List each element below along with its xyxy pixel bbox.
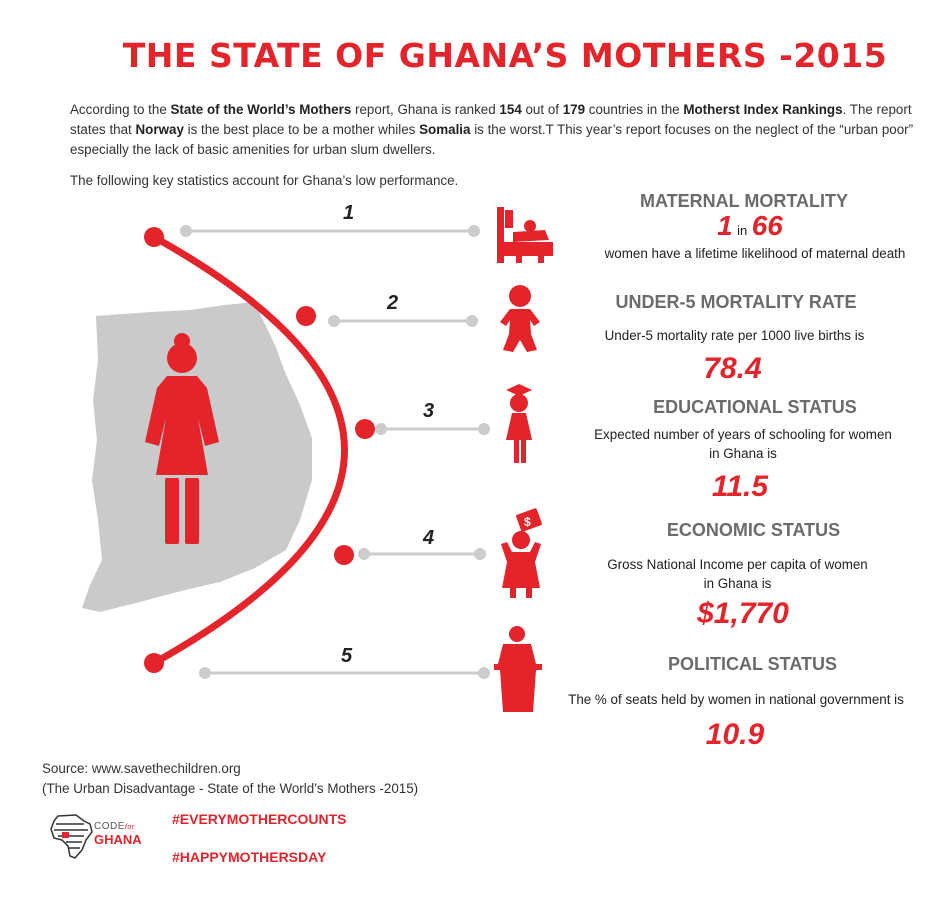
stat-4-text-line-1: Gross National Income per capita of women xyxy=(607,557,868,572)
ratio-value-a: 1 xyxy=(717,210,733,241)
logo-text-code xyxy=(94,821,135,832)
stat-number-4: 4 xyxy=(423,527,435,549)
intro-highlight: Motherst Index Rankings xyxy=(683,102,843,117)
intro-subtext: The following key statistics account for Ghana’s low performance. xyxy=(70,173,459,188)
code-for-ghana-logo xyxy=(48,812,96,862)
ratio-in: in xyxy=(737,223,748,238)
graduate-girl-icon xyxy=(506,384,532,463)
stat-5-heading: POLITICAL STATUS xyxy=(668,654,837,674)
intro-text: report, Ghana is ranked xyxy=(351,102,500,117)
stat-3-text-line-1: Expected number of years of schooling for women xyxy=(594,427,892,442)
maternal-ratio xyxy=(700,210,800,245)
source-line-2: (The Urban Disadvantage - State of the World’s Mothers -2015) xyxy=(42,781,419,796)
stat-3-value: 11.5 xyxy=(711,470,769,503)
stat-1-heading: MATERNAL MORTALITY xyxy=(640,191,848,211)
hospital-bed-icon xyxy=(497,207,553,263)
ratio-value-b: 66 xyxy=(751,210,783,241)
stat-4-heading: ECONOMIC STATUS xyxy=(666,520,841,540)
stat-1-text: women have a lifetime likelihood of maternal death xyxy=(604,246,906,261)
intro-highlight: 154 xyxy=(499,102,522,117)
stat-2-heading: UNDER-5 MORTALITY RATE xyxy=(615,292,857,312)
page-title: THE STATE OF GHANA’S MOTHERS -2015 xyxy=(122,36,888,75)
connector-dot-1-start xyxy=(180,225,192,237)
logo-code: CODE xyxy=(94,821,125,832)
stat-5-value: 10.9 xyxy=(705,718,765,751)
logo-text-ghana: GHANA xyxy=(94,832,142,847)
intro-text: . The report states that xyxy=(70,102,912,137)
connector-dot-1-end xyxy=(468,225,480,237)
connector-dot-5-start xyxy=(199,667,211,679)
intro-text: countries in the xyxy=(585,102,684,117)
connector-dot-3-end xyxy=(478,423,490,435)
connector-dot-5-end xyxy=(478,667,490,679)
intro-text: out of xyxy=(521,102,563,117)
connector-dot-3-start xyxy=(375,423,387,435)
connector-dot-4-start xyxy=(358,548,370,560)
hashtag-happy-mothers-day: #HAPPYMOTHERSDAY xyxy=(172,849,327,865)
intro-text: is the worst.T This year’s report focuses on the neglect of the “urban poor” especially the lack of basic amenities for urban slum dwellers. xyxy=(70,122,914,157)
stat-4-text xyxy=(590,555,885,593)
stat-2-value: 78.4 xyxy=(703,352,762,385)
intro-highlight: Somalia xyxy=(419,122,471,137)
hashtag-every-mother-counts: #EVERYMOTHERCOUNTS xyxy=(172,811,347,827)
stat-5-text: The % of seats held by women in national government is xyxy=(568,692,904,707)
stat-3-heading: EDUCATIONAL STATUS xyxy=(653,397,857,417)
stat-number-2: 2 xyxy=(387,292,399,314)
connector-dot-2-end xyxy=(466,315,478,327)
connector-dot-2-start xyxy=(328,315,340,327)
woman-with-money-icon xyxy=(501,508,542,598)
intro-text: According to the xyxy=(70,102,171,117)
logo-for: for xyxy=(124,824,135,831)
stat-2-text: Under-5 mortality rate per 1000 live births is xyxy=(604,328,865,343)
baby-icon xyxy=(500,285,540,352)
stat-number-1: 1 xyxy=(343,202,355,224)
source-citation xyxy=(42,759,418,799)
intro-highlight: Norway xyxy=(135,122,184,137)
arc-node-5 xyxy=(144,653,164,673)
stat-3-text xyxy=(582,425,904,463)
stat-4-text-line-2: in Ghana is xyxy=(703,576,772,591)
connector-dot-4-end xyxy=(474,548,486,560)
intro-highlight: 179 xyxy=(562,102,586,117)
intro-text: is the best place to be a mother whiles xyxy=(183,122,420,137)
svg-text:$: $ xyxy=(524,515,531,529)
stat-number-3: 3 xyxy=(423,400,435,422)
source-line-1: Source: www.savethechildren.org xyxy=(42,761,241,776)
stat-number-5: 5 xyxy=(341,645,353,667)
arc-node-3 xyxy=(355,419,375,439)
stat-4-value: $1,770 xyxy=(697,597,789,630)
woman-at-podium-icon xyxy=(494,626,542,712)
stat-3-text-line-2: in Ghana is xyxy=(709,446,777,461)
intro-highlight: State of the World’s Mothers xyxy=(170,102,352,117)
arc-node-2 xyxy=(296,306,316,326)
arc-node-4 xyxy=(334,545,354,565)
africa-map-icon xyxy=(51,815,92,858)
arc-node-1 xyxy=(144,227,164,247)
